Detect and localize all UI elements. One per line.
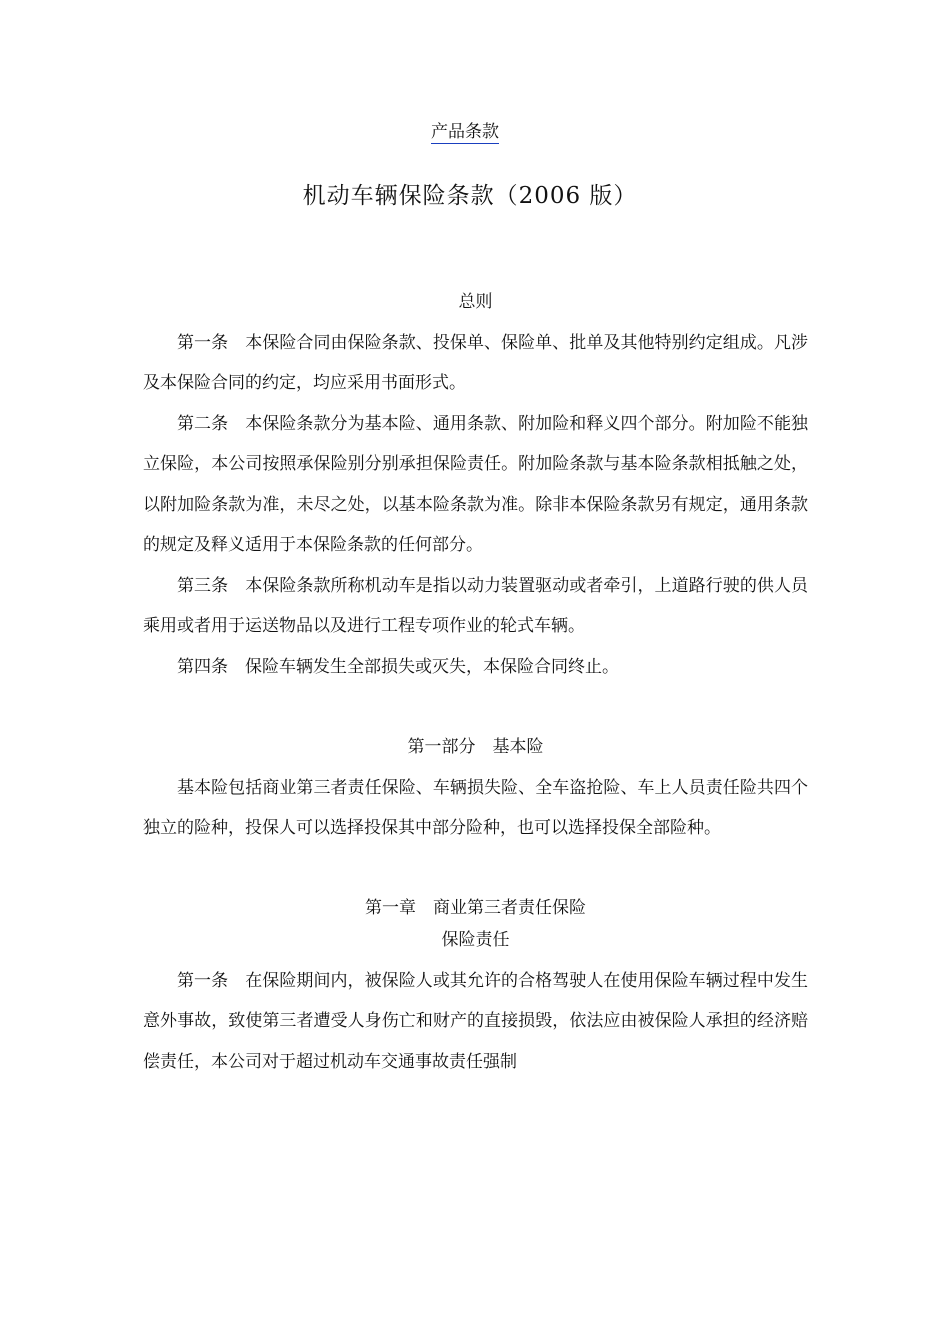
intro-paragraph: 基本险包括商业第三者责任保险、车辆损失险、全车盗抢险、车上人员责任险共四个独立的险种，投保人可以选择投保其中部分险种，也可以选择投保全部险种。 — [143, 777, 808, 838]
section-heading-part1: 第一部分 基本险 — [407, 737, 544, 757]
chapter-heading: 第一章 商业第三者责任保险 — [365, 897, 586, 918]
section-heading-general: 总则 — [458, 292, 493, 312]
article-paragraph: 第二条 本保险条款分为基本险、通用条款、附加险和释义四个部分。附加险不能独立保险，本公司按照承保险别分别承担保险责任。附加险条款与基本险条款相抵触之处，以附加险条款为准，未尽之处，以基本险条款为准。除非本保险条款另有规定，通用条款的规定及释义适用于本保险条款的任何部分。 — [143, 413, 808, 555]
subsection-heading: 保险责任 — [441, 930, 510, 950]
article-paragraph: 第三条 本保险条款所称机动车是指以动力装置驱动或者牵引，上道路行驶的供人员乘用或者用于运送物品以及进行工程专项作业的轮式车辆。 — [143, 575, 808, 636]
document-title: 机动车辆保险条款（2006 版） — [302, 183, 638, 209]
article-paragraph: 第一条 本保险合同由保险条款、投保单、保险单、批单及其他特别约定组成。凡涉及本保险合同的约定，均应采用书面形式。 — [143, 332, 808, 393]
document-body — [143, 282, 808, 1082]
product-terms-link[interactable]: 产品条款 — [431, 122, 499, 142]
header-link-container — [0, 117, 930, 142]
article-paragraph: 第一条 在保险期间内，被保险人或其允许的合格驾驶人在使用保险车辆过程中发生意外事故，致使第三者遭受人身伤亡和财产的直接损毁，依法应由被保险人承担的经济赔偿责任，本公司对于超过机动车交通事故责任强制 — [143, 970, 808, 1072]
article-paragraph: 第四条 保险车辆发生全部损失或灭失，本保险合同终止。 — [177, 656, 619, 677]
